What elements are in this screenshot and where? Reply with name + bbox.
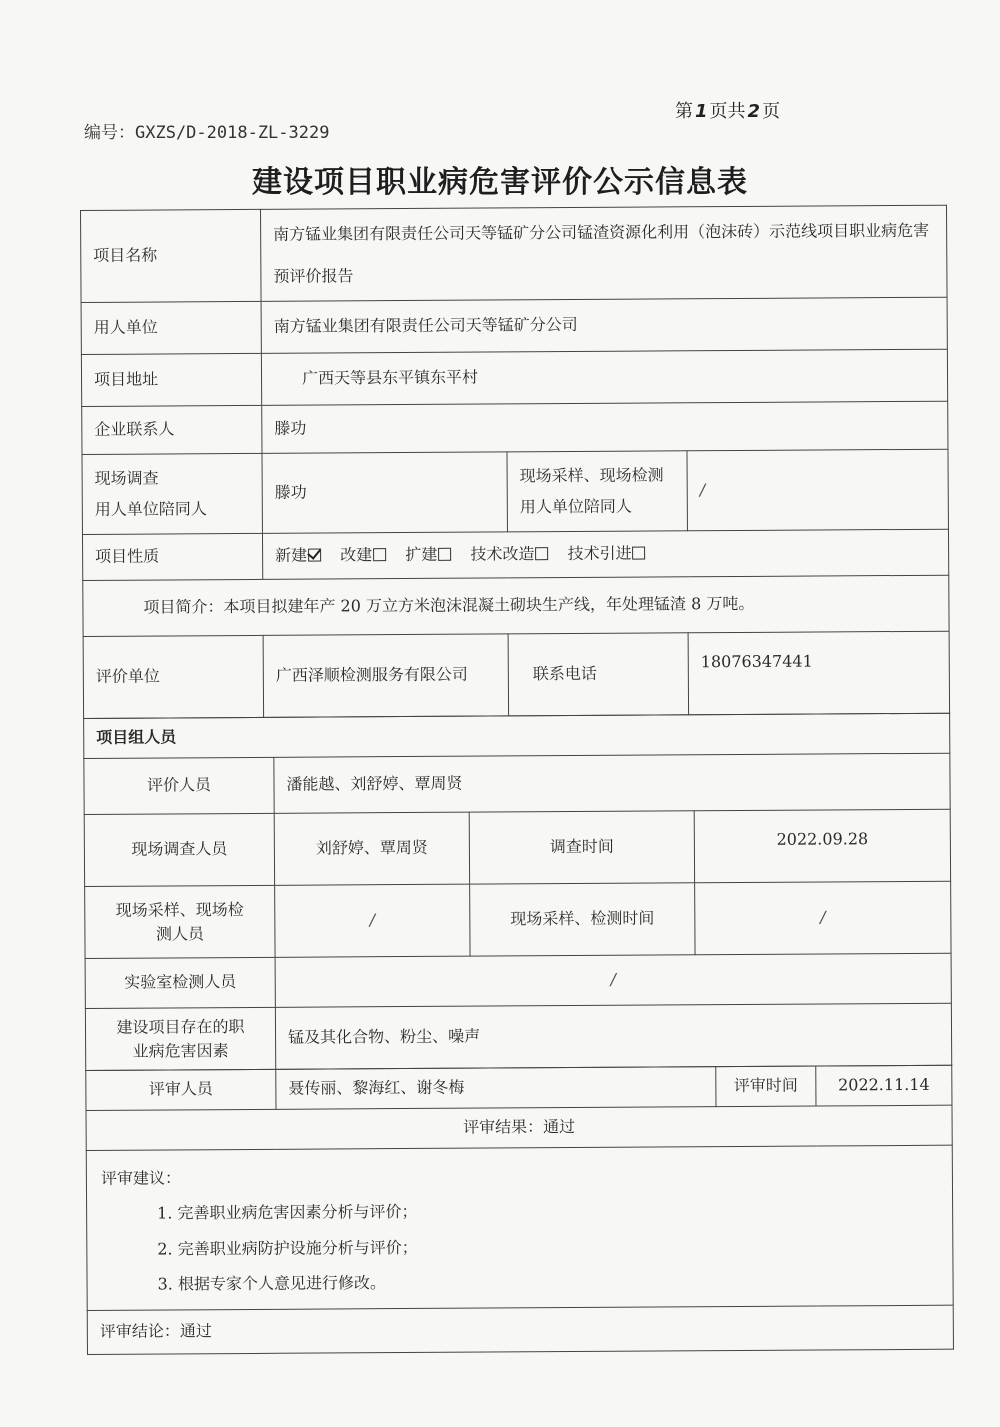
page-prefix: 第 — [675, 101, 693, 122]
lab-staff-value: / — [275, 953, 951, 1007]
hazards-value: 锰及其化合物、粉尘、噪声 — [275, 1003, 951, 1069]
checked-checkbox-icon — [308, 549, 321, 562]
nature-option-tech-reform-label: 技术改造 — [470, 544, 535, 565]
checkbox-icon — [373, 549, 386, 562]
sampling-staff-label — [85, 886, 275, 959]
suggestion-item: 2. 完善职业病防护设施分析与评价； — [157, 1237, 418, 1259]
escort-label-line2: 用人单位陪同人 — [94, 498, 207, 519]
nature-option-tech-reform — [470, 545, 562, 565]
sampling-staff-value: / — [275, 884, 470, 957]
suggestion-item: 3. 根据专家个人意见进行修改。 — [157, 1272, 386, 1294]
phone-label: 联系电话 — [508, 633, 688, 716]
sampling-staff-label-line2: 测人员 — [155, 923, 204, 944]
page-current: 1 — [695, 101, 708, 122]
project-name-value: 南方锰业集团有限责任公司天等锰矿分公司锰渣资源化利用（泡沫砖）示范线项目职业病危害预评价报告 — [260, 205, 947, 301]
suggestion-item: 1. 完善职业病危害因素分析与评价； — [157, 1202, 418, 1223]
lab-staff-label: 实验室检测人员 — [85, 958, 275, 1009]
page-suffix: 页 — [762, 101, 781, 122]
escort-value: 滕功 — [262, 452, 507, 533]
nature-option-rebuild-label: 改建 — [340, 545, 373, 565]
review-result: 评审结果：通过 — [86, 1105, 952, 1150]
contact-value: 滕功 — [262, 401, 948, 453]
address-value: 广西天等县东平镇东平村 — [261, 349, 947, 405]
team-heading: 项目组人员 — [84, 713, 950, 758]
project-intro-label: 项目简介： — [143, 597, 224, 618]
project-intro-text: 本项目拟建年产 20 万立方米泡沫混凝土砌块生产线，年处理锰渣 8 万吨。 — [223, 594, 755, 617]
evaluator-label: 评价单位 — [83, 636, 263, 719]
nature-option-new-label: 新建 — [275, 546, 308, 566]
nature-option-expand — [405, 545, 465, 564]
project-intro — [83, 575, 949, 636]
hazards-label — [85, 1008, 275, 1071]
survey-time-label: 调查时间 — [469, 811, 694, 884]
employer-value: 南方锰业集团有限责任公司天等锰矿分公司 — [261, 297, 947, 353]
sampling-time-label: 现场采样、检测时间 — [470, 883, 695, 956]
nature-option-tech-import — [567, 544, 659, 564]
review-time-value: 2022.11.14 — [816, 1065, 952, 1106]
review-conclusion: 评审结论：通过 — [87, 1305, 953, 1354]
document-number-value: GXZS/D-2018-ZL-3229 — [135, 123, 330, 143]
sampling-escort-label-line1: 现场采样、现场检测 — [519, 465, 664, 486]
hazards-label-line2: 业病危害因素 — [132, 1040, 229, 1061]
sampling-staff-label-line1: 现场采样、现场检 — [115, 899, 244, 920]
info-table — [80, 205, 950, 719]
hazards-label-line1: 建设项目存在的职 — [116, 1016, 245, 1037]
review-staff-label: 评审人员 — [86, 1070, 276, 1111]
sampling-time-value: / — [695, 881, 951, 955]
sampling-escort-label — [507, 451, 687, 532]
eval-staff-value: 潘能越、刘舒婷、覃周贤 — [274, 753, 950, 813]
checkbox-icon — [633, 547, 646, 560]
sampling-escort-value: / — [687, 449, 948, 531]
page-indicator — [675, 97, 780, 123]
nature-option-expand-label: 扩建 — [405, 545, 438, 565]
address-label: 项目地址 — [81, 354, 261, 407]
document-number — [84, 118, 329, 143]
review-time-label: 评审时间 — [716, 1066, 816, 1107]
nature-option-new — [275, 546, 335, 565]
phone-value: 18076347441 — [688, 631, 949, 715]
team-table — [83, 713, 952, 1071]
employer-label: 用人单位 — [81, 302, 261, 355]
nature-option-tech-import-label: 技术引进 — [567, 544, 632, 564]
contact-label: 企业联系人 — [82, 406, 262, 455]
nature-options — [262, 529, 948, 579]
survey-time-value: 2022.09.28 — [694, 809, 950, 883]
sampling-escort-label-line2: 用人单位陪同人 — [519, 496, 632, 517]
checkbox-icon — [438, 548, 451, 561]
nature-option-rebuild — [340, 546, 400, 565]
project-name-label: 项目名称 — [81, 209, 262, 302]
escort-label-line1: 现场调查 — [94, 468, 159, 489]
page-total: 2 — [747, 101, 761, 122]
review-suggestions — [86, 1145, 953, 1310]
info-form — [80, 205, 953, 1342]
suggestions-label: 评审建议： — [100, 1168, 181, 1189]
escort-label — [82, 454, 262, 535]
checkbox-icon — [535, 548, 548, 561]
review-table — [85, 1065, 954, 1355]
document-number-label: 编号： — [84, 123, 135, 143]
eval-staff-label: 评价人员 — [84, 758, 274, 815]
survey-staff-label: 现场调查人员 — [84, 814, 274, 887]
survey-staff-value: 刘舒婷、覃周贤 — [274, 812, 469, 885]
review-staff-value: 聂传丽、黎海红、谢冬梅 — [276, 1067, 716, 1110]
nature-label: 项目性质 — [82, 534, 262, 581]
document-title: 建设项目职业病危害评价公示信息表 — [252, 165, 748, 200]
page-mid: 页共 — [709, 101, 746, 122]
evaluator-value: 广西泽顺检测服务有限公司 — [263, 634, 508, 717]
